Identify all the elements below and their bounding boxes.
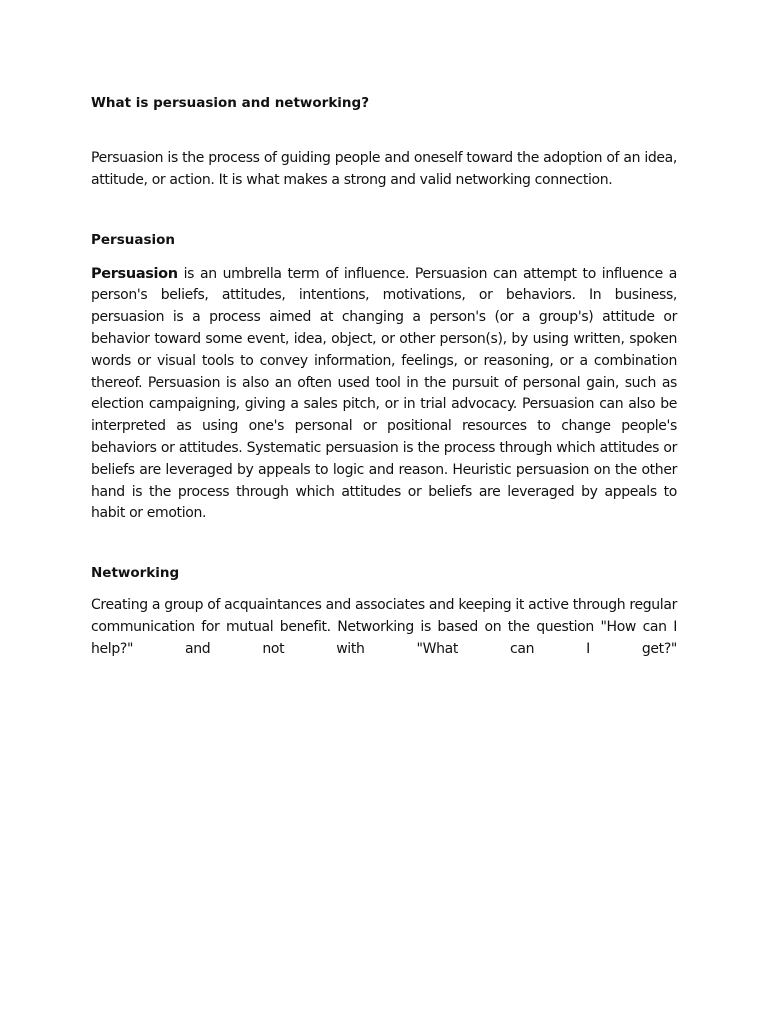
question-heading: What is persuasion and networking? bbox=[91, 95, 370, 111]
persuasion-body-text: is an umbrella term of influence. Persuasion can attempt to influence a person's beliefs, attitudes, intentions, motivations, or behaviors. In business, persuasion is a process aimed at changing a person's (or a group's) attitude or behavior toward some event, idea, object, or other person(s), by using written, spoken words or visual tools to convey information, feelings, or reasoning, or a combination thereof. Persuasion is also an often used tool in the pursuit of personal gain, such as election campaigning, giving a sales pitch, or in trial advocacy. Persuasion can also be interpreted as using one's personal or positional resources to change people's behaviors or attitudes. Systematic persuasion is the process through which attitudes or beliefs are leveraged by appeals to logic and reason. Heuristic persuasion on the other hand is the process through which attitudes or beliefs are leveraged by appeals to habit or emotion. bbox=[91, 265, 677, 522]
document-body bbox=[91, 92, 677, 661]
persuasion-paragraph bbox=[91, 264, 677, 526]
persuasion-lead-term: Persuasion bbox=[91, 265, 178, 282]
intro-paragraph: Persuasion is the process of guiding people and oneself toward the adoption of an idea, attitude, or action. It is what makes a strong and valid networking connection. bbox=[91, 150, 677, 188]
networking-heading: Networking bbox=[91, 565, 180, 582]
networking-paragraph: Creating a group of acquaintances and associates and keeping it active through regular communication for mutual benefit. Networking is based on the question "How can I help?" and not with "What can I get?" bbox=[91, 597, 677, 657]
persuasion-heading: Persuasion bbox=[91, 231, 176, 248]
